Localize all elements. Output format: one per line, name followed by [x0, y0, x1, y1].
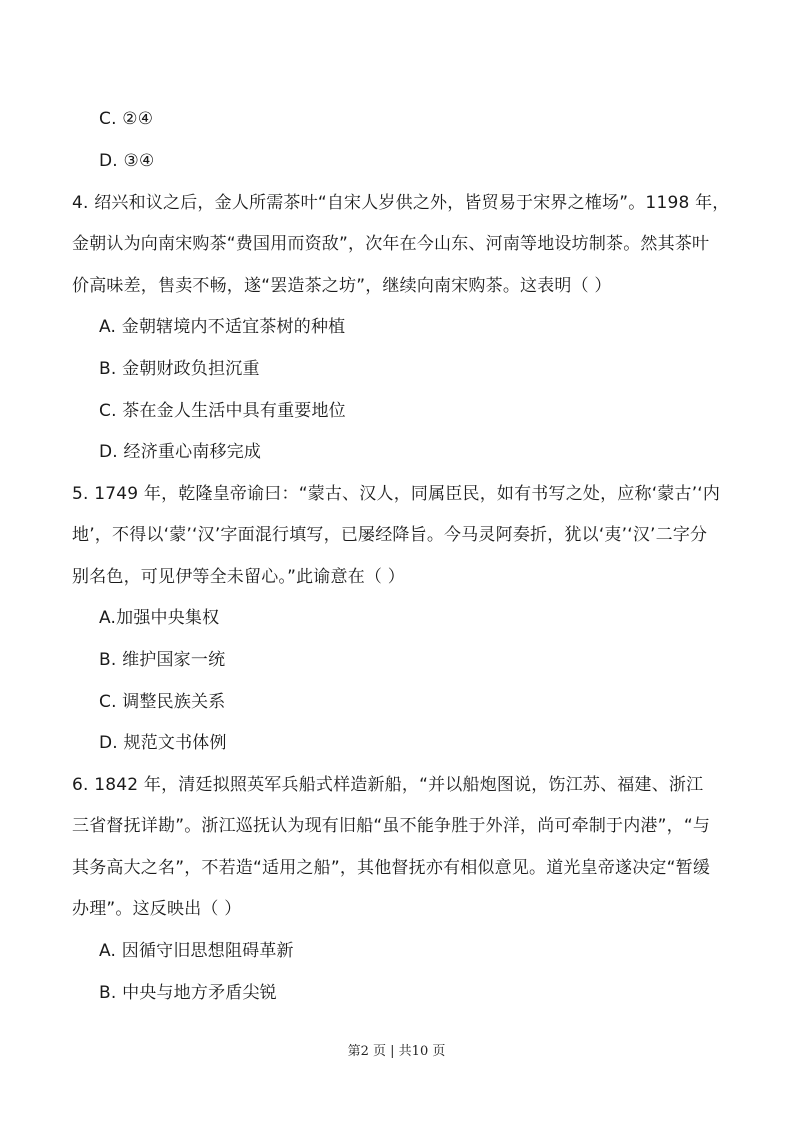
q6-stem-line-2: 三省督抚详勘”。浙江巡抚认为现有旧船“虽不能争胜于外洋，尚可牵制于内港”，“与	[72, 816, 711, 836]
q4-option-b: B. 金朝财政负担沉重	[99, 359, 260, 379]
q4-stem-line-3: 价高味差，售卖不畅，遂“罢造茶之坊”，继续向南宋购茶。这表明（ ）	[72, 276, 612, 296]
q4-stem-line-2: 金朝认为向南宋购茶“费国用而资敌”，次年在今山东、河南等地设坊制茶。然其茶叶	[72, 234, 710, 254]
q5-option-b: B. 维护国家一统	[99, 650, 226, 670]
q6-stem-line-3: 其务高大之名”，不若造“适用之船”，其他督抚亦有相似意见。道光皇帝遂决定“暂缓	[72, 858, 711, 878]
q4-option-c: C. 茶在金人生活中具有重要地位	[99, 401, 346, 421]
q6-option-b: B. 中央与地方矛盾尖锐	[99, 983, 277, 1003]
q5-option-c: C. 调整民族关系	[99, 692, 226, 712]
q5-option-a: A.加强中央集权	[99, 608, 220, 628]
page-footer: 第2 页 | 共10 页	[347, 1044, 446, 1059]
q5-stem-line-1: 5. 1749 年，乾隆皇帝谕曰：“蒙古、汉人，同属臣民，如有书写之处，应称‘蒙古’‘内	[72, 484, 721, 504]
q4-stem-line-1: 4. 绍兴和议之后，金人所需茶叶“自宋人岁供之外，皆贸易于宋界之榷场”。1198 年，	[72, 193, 730, 213]
q4-option-d: D. 经济重心南移完成	[99, 442, 262, 462]
q5-option-d: D. 规范文书体例	[99, 733, 227, 753]
q3-option-d: D. ③④	[99, 151, 155, 171]
q5-stem-line-2: 地’，不得以‘蒙’‘汉’字面混行填写，已屡经降旨。今马灵阿奏折，犹以‘夷’‘汉’二字分	[72, 525, 708, 545]
q6-option-a: A. 因循守旧思想阻碍革新	[99, 941, 294, 961]
q4-option-a: A. 金朝辖境内不适宜茶树的种植	[99, 317, 346, 337]
q6-stem-line-4: 办理”。这反映出（ ）	[72, 899, 242, 919]
q5-stem-line-3: 别名色，可见伊等全未留心。”此谕意在（ ）	[72, 567, 405, 587]
q6-stem-line-1: 6. 1842 年，清廷拟照英军兵船式样造新船，“并以船炮图说，饬江苏、福建、浙江	[72, 775, 704, 795]
q3-option-c: C. ②④	[99, 109, 154, 129]
